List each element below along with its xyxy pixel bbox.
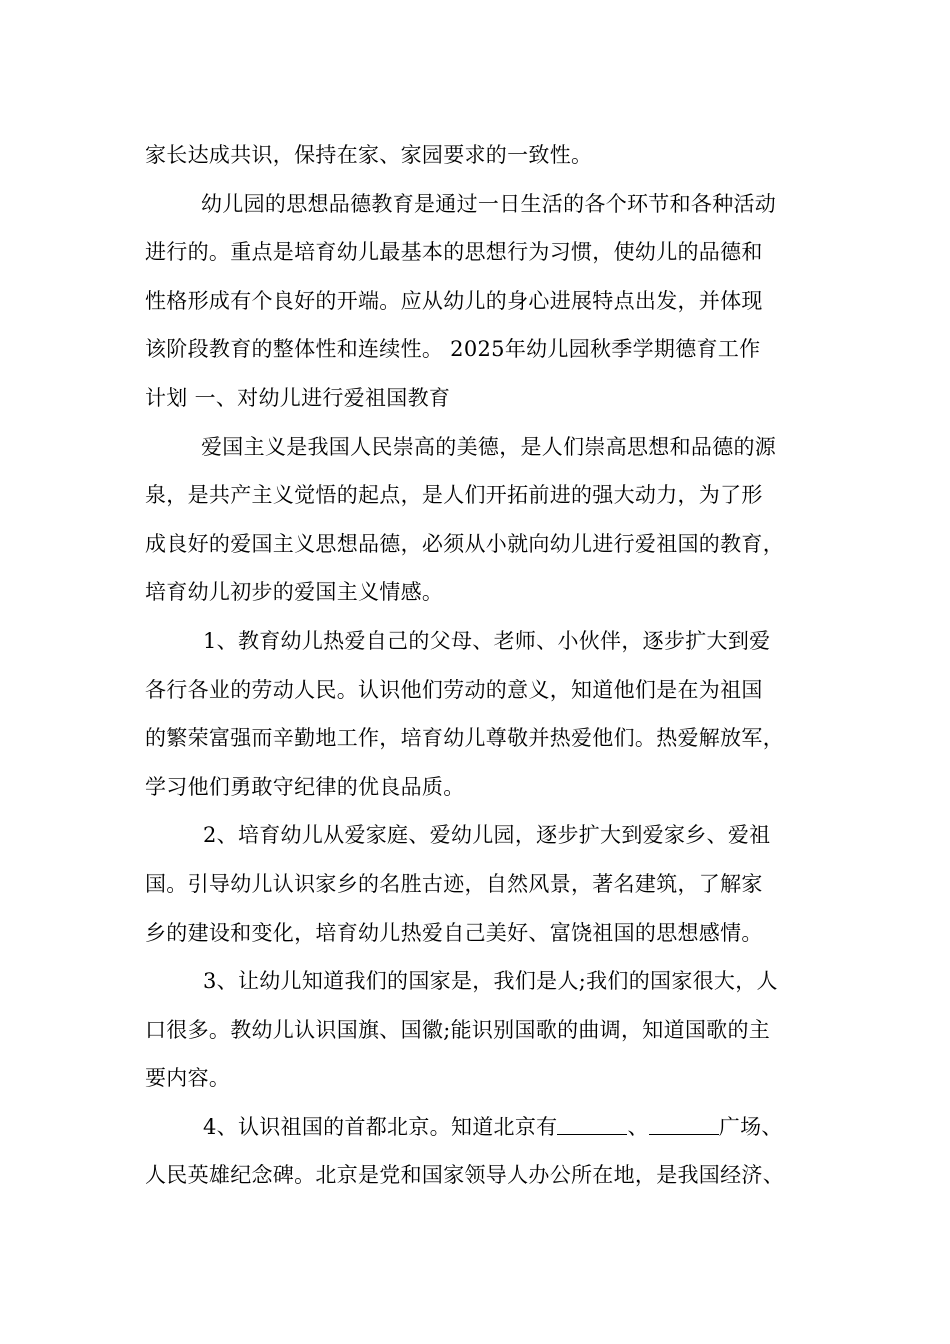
text-line: 培育幼儿初步的爱国主义情感。	[145, 580, 444, 605]
text-line: 计划 一、对幼儿进行爱祖国教育	[145, 385, 451, 410]
text-line: 性格形成有个良好的开端。应从幼儿的身心进展特点出发，并体现	[145, 288, 763, 313]
text-line: 各行各业的劳动人民。认识他们劳动的意义，知道他们是在为祖国	[145, 677, 763, 702]
text-line: 人民英雄纪念碑。北京是党和国家领导人办公所在地，是我国经济、	[145, 1163, 784, 1188]
text-line: 学习他们勇敢守纪律的优良品质。	[145, 774, 465, 799]
text-line: 泉，是共产主义觉悟的起点，是人们开拓前进的强大动力，为了形	[145, 483, 763, 508]
text-line: 家长达成共识，保持在家、家园要求的一致性。	[145, 143, 593, 167]
text-line: 爱国主义是我国人民崇高的美德，是人们崇高思想和品德的源	[201, 434, 777, 459]
text-line: 的繁荣富强而辛勤地工作，培育幼儿尊敬并热爱他们。热爱解放军，	[145, 726, 784, 751]
fill-blank	[649, 1133, 719, 1135]
item4-separator: 、	[627, 1114, 649, 1139]
document-body	[145, 131, 825, 1200]
item4-text: 4、认识祖国的首都北京。知道北京有	[203, 1114, 558, 1139]
text-line: 乡的建设和变化，培育幼儿热爱自己美好、富饶祖国的思想感情。	[145, 920, 763, 945]
text-line: 口很多。教幼儿认识国旗、国徽;能识别国歌的曲调，知道国歌的主	[145, 1017, 771, 1042]
text-line: 国。引导幼儿认识家乡的名胜古迹，自然风景，著名建筑，了解家	[145, 871, 763, 896]
text-line: 1、教育幼儿热爱自己的父母、老师、小伙伴，逐步扩大到爱	[203, 628, 771, 653]
text-line: 要内容。	[145, 1066, 231, 1091]
item4-text-end: 广场、	[718, 1114, 783, 1139]
text-line: 该阶段教育的整体性和连续性。 2025年幼儿园秋季学期德育工作	[145, 337, 761, 362]
text-line-item4	[145, 1103, 825, 1152]
text-line: 3、让幼儿知道我们的国家是，我们是人;我们的国家很大，人	[203, 969, 778, 994]
text-line: 幼儿园的思想品德教育是通过一日生活的各个环节和各种活动	[201, 191, 777, 216]
text-line: 进行的。重点是培育幼儿最基本的思想行为习惯，使幼儿的品德和	[145, 240, 763, 265]
fill-blank	[557, 1133, 627, 1135]
text-line: 成良好的爱国主义思想品德，必须从小就向幼儿进行爱祖国的教育，	[145, 531, 784, 556]
text-line: 2、培育幼儿从爱家庭、爱幼儿园，逐步扩大到爱家乡、爱祖	[203, 823, 771, 848]
